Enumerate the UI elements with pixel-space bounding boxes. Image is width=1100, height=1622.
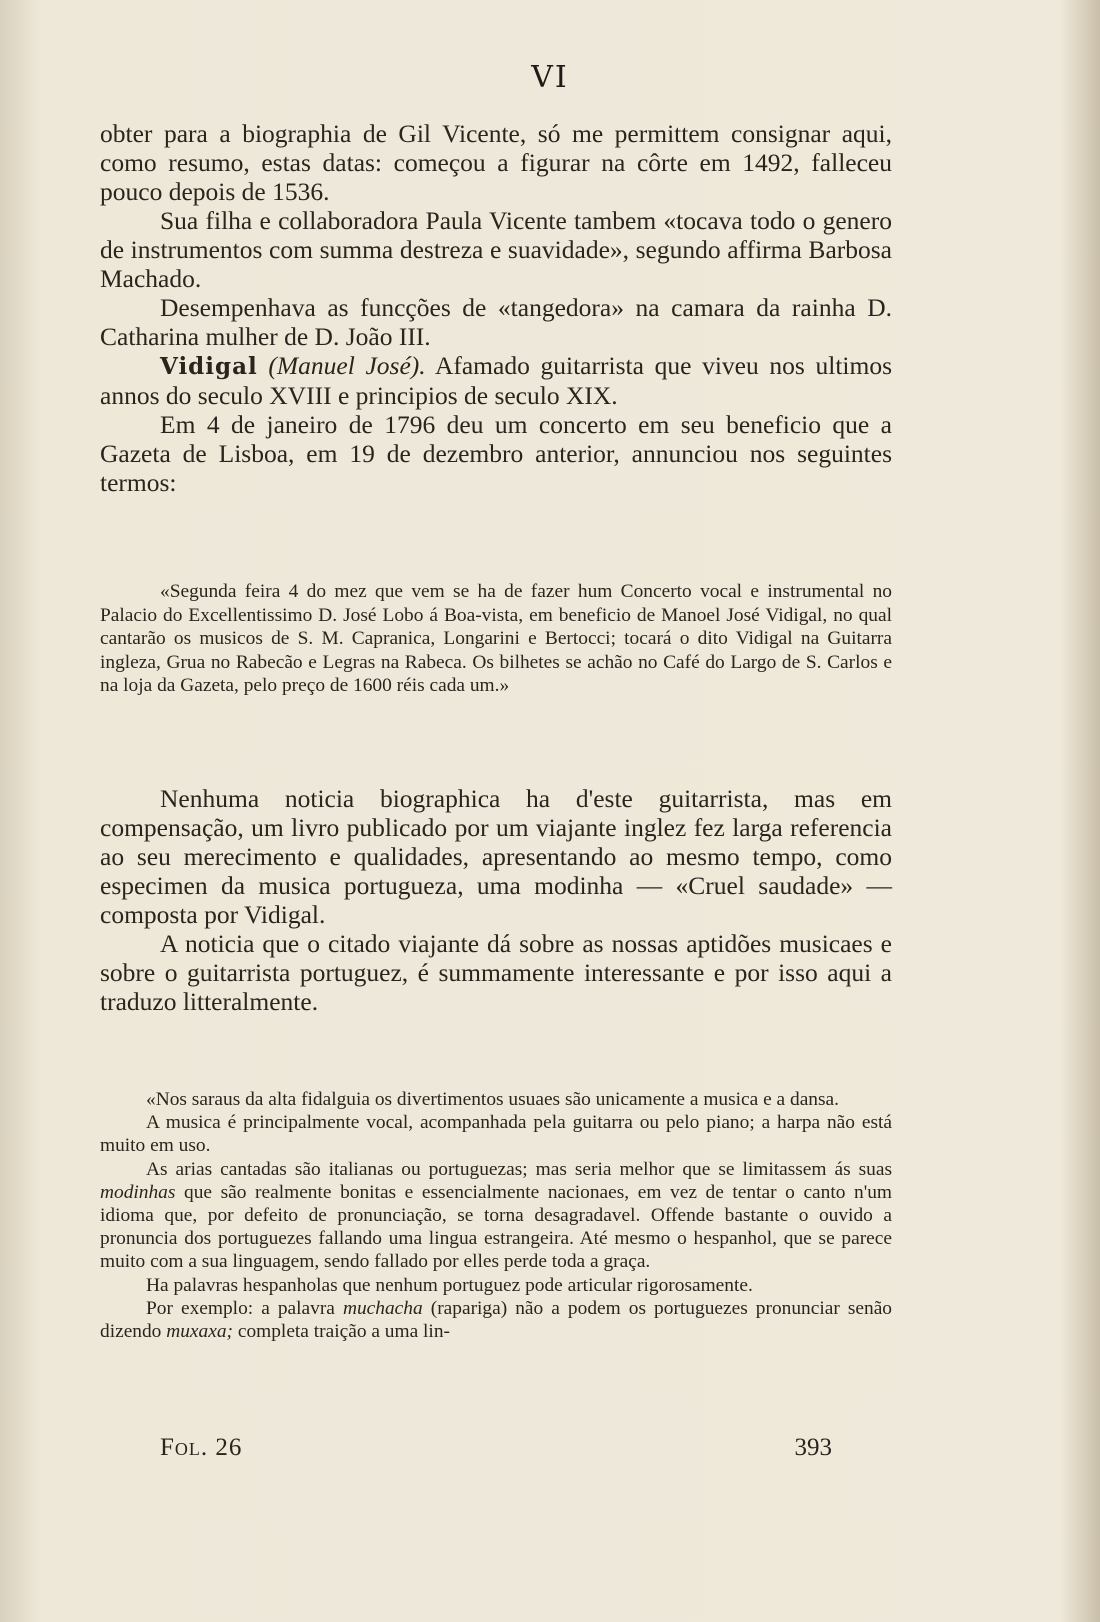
quote-gazeta-block [100, 580, 892, 698]
quote-traveler-p3 [100, 1158, 892, 1274]
page-number: 393 [794, 1434, 832, 1461]
italic-word: muxaxa; [166, 1321, 233, 1343]
entry-vidigal [100, 351, 892, 410]
entry-text: Afamado guitarrista que viveu nos ultimos annos do seculo XVIII e principios de seculo XIX. [100, 351, 893, 410]
quote-text: completa traição a uma lin- [233, 1321, 450, 1343]
entry-fullname: (Manuel José). [268, 351, 426, 380]
paragraph-viajante: A noticia que o citado viajante dá sobre as nossas aptidões musicaes e sobre o guitarrista portuguez, é summamente interessante e por isso aqui a traduzo litteralmente. [100, 929, 892, 1016]
paragraph-nenhuma-noticia: Nenhuma noticia biographica ha d'este guitarrista, mas em compensação, um livro publicado por um viajante inglez fez larga referencia ao seu merecimento e qualidades, apresentando ao mesmo tempo, como especimen da musica portugueza, uma modinha — «Cruel saudade» — composta por Vidigal. [100, 784, 892, 929]
quote-text: (rapariga) não a podem os portuguezes pronunciar senão dizendo [100, 1297, 892, 1343]
running-head: VI [531, 60, 569, 95]
italic-word: muchacha [342, 1297, 423, 1319]
paragraph-tangedora: Desempenhava as funcções de «tangedora» na camara da rainha D. Catharina mulher de D. João III. [100, 293, 892, 351]
italic-word: modinhas [100, 1181, 176, 1203]
quote-gazeta: «Segunda feira 4 do mez que vem se ha de fazer hum Concerto vocal e instrumental no Palacio do Excellentissimo D. José Lobo á Boa-vista, em beneficio de Manoel José Vidigal, no qual cantarão os musicos de S. M. Capranica, Longarini e Bertocci; tocará o dito Vidigal na Guitarra ingleza, Grua no Rabecão e Legras na Rabeca. Os bilhetes se achão no Café do Largo de S. Carlos e na loja da Gazeta, pelo preço de 1600 réis cada um.» [100, 581, 892, 696]
signature-mark: Fol. 26 [160, 1434, 243, 1461]
quote-text: que são realmente bonitas e essencialmente nacionaes, em vez de tentar o canto n'um idioma que, por defeito de pronunciação, se torna desagradavel. Offende bastante o ouvido a pronuncia dos portuguezes fallando uma lingua estrangeira. Até mesmo o hespanhol, que se parece muito com a sua linguagem, sendo fallado por elles perde toda a graça. [100, 1181, 892, 1273]
entry-name: Vidigal [160, 353, 258, 380]
quote-text: Por exemplo: a palavra [146, 1297, 343, 1319]
top-text-block [100, 119, 892, 497]
paragraph-concerto: Em 4 de janeiro de 1796 deu um concerto em seu beneficio que a Gazeta de Lisboa, em 19 de dezembro anterior, annunciou nos seguintes termos: [100, 410, 892, 497]
quote-traveler-p1: «Nos saraus da alta fidalguia os divertimentos usuaes são unicamente a musica e a dansa. [146, 1089, 839, 1110]
quote-traveler-p4: Ha palavras hespanholas que nenhum portuguez pode articular rigorosamente. [146, 1274, 753, 1296]
quote-traveler-p2: A musica é principalmente vocal, acompanhada pela guitarra ou pelo piano; a harpa não está muito em uso. [100, 1112, 892, 1157]
quote-traveler-block [100, 1088, 892, 1343]
paragraph-gil-vicente: obter para a biographia de Gil Vicente, só me permittem consignar aqui, como resumo, estas datas: começou a figurar na côrte em 1492, falleceu pouco depois de 1536. [100, 119, 892, 206]
quote-traveler-p5 [100, 1297, 892, 1343]
paragraph-paula-vicente: Sua filha e collaboradora Paula Vicente tambem «tocava todo o genero de instrumentos com summa destreza e suavidade», segundo affirma Barbosa Machado. [100, 206, 892, 293]
middle-text-block [100, 784, 892, 1016]
quote-text: As arias cantadas são italianas ou portuguezas; mas seria melhor que se limitassem ás suas [146, 1158, 892, 1180]
